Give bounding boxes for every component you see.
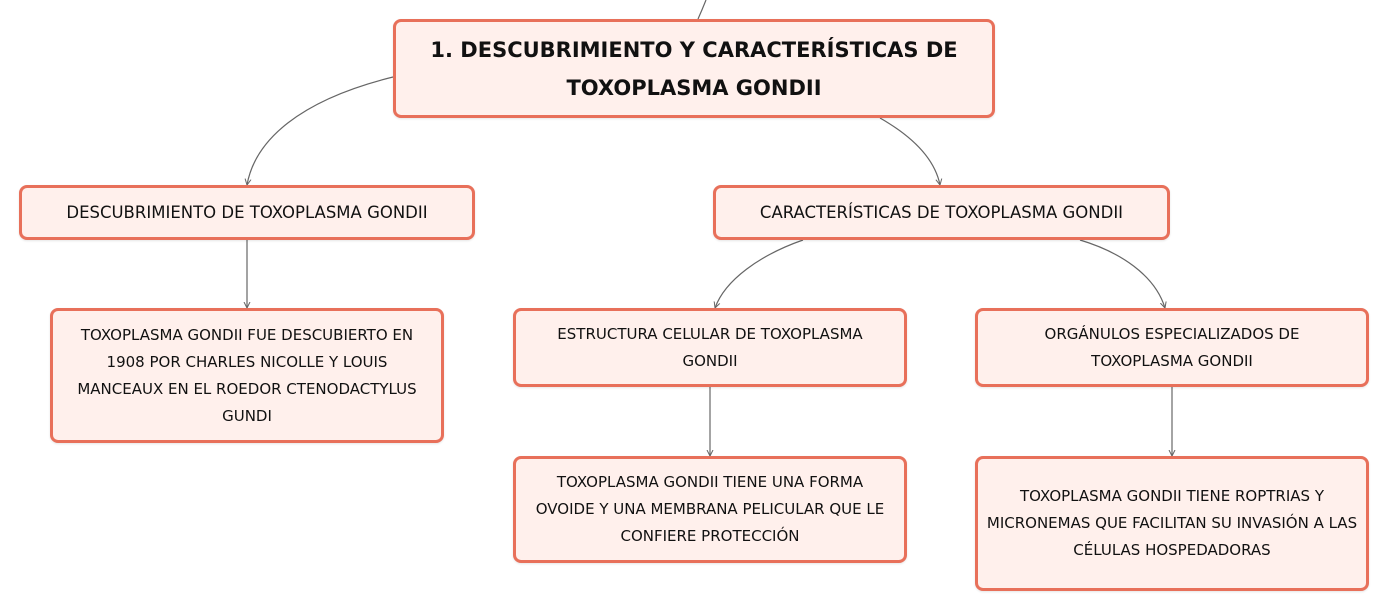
topic-discovery[interactable] bbox=[19, 185, 475, 240]
subtopic-cell-structure-detail[interactable] bbox=[513, 456, 907, 563]
subtopic-cell-structure[interactable] bbox=[513, 308, 907, 387]
root-topic[interactable] bbox=[393, 19, 995, 118]
connector-incoming-root bbox=[698, 0, 706, 19]
subtopic-organelles[interactable] bbox=[975, 308, 1369, 387]
subtopic-cell-structure-text: ESTRUCTURA CELULAR DE TOXOPLASMA GONDII bbox=[557, 324, 863, 370]
subtopic-organelles-detail[interactable] bbox=[975, 456, 1369, 591]
subtopic-organelles-text: ORGÁNULOS ESPECIALIZADOS DE TOXOPLASMA GONDII bbox=[1044, 324, 1300, 370]
subtopic-cell-structure-detail-text: TOXOPLASMA GONDII TIENE UNA FORMA OVOIDE Y UNA MEMBRANA PELICULAR QUE LE CONFIERE PROTECCIÓN bbox=[535, 473, 885, 545]
subtopic-discovery-detail-text: TOXOPLASMA GONDII FUE DESCUBIERTO EN 1908 POR CHARLES NICOLLE Y LOUIS MANCEAUX EN EL ROEDOR CTENODACTYLUS GUNDI bbox=[77, 325, 417, 425]
topic-characteristics-text: CARACTERÍSTICAS DE TOXOPLASMA GONDII bbox=[759, 203, 1124, 222]
subtopic-discovery-detail[interactable] bbox=[50, 308, 444, 443]
subtopic-organelles-detail-text: TOXOPLASMA GONDII TIENE ROPTRIAS Y MICRONEMAS QUE FACILITAN SU INVASIÓN A LAS CÉLULAS HOSPEDADORAS bbox=[986, 487, 1358, 559]
topic-discovery-text: DESCUBRIMIENTO DE TOXOPLASMA GONDII bbox=[66, 203, 428, 222]
connector-root-to-characteristics bbox=[880, 118, 940, 185]
connector-characteristics-to-cell-structure bbox=[715, 240, 803, 308]
root-topic-text: 1. DESCUBRIMIENTO Y CARACTERÍSTICAS DE TOXOPLASMA GONDII bbox=[430, 37, 958, 100]
connector-characteristics-to-organelles bbox=[1080, 240, 1165, 308]
topic-characteristics[interactable] bbox=[713, 185, 1170, 240]
connector-root-to-discovery bbox=[247, 77, 393, 185]
